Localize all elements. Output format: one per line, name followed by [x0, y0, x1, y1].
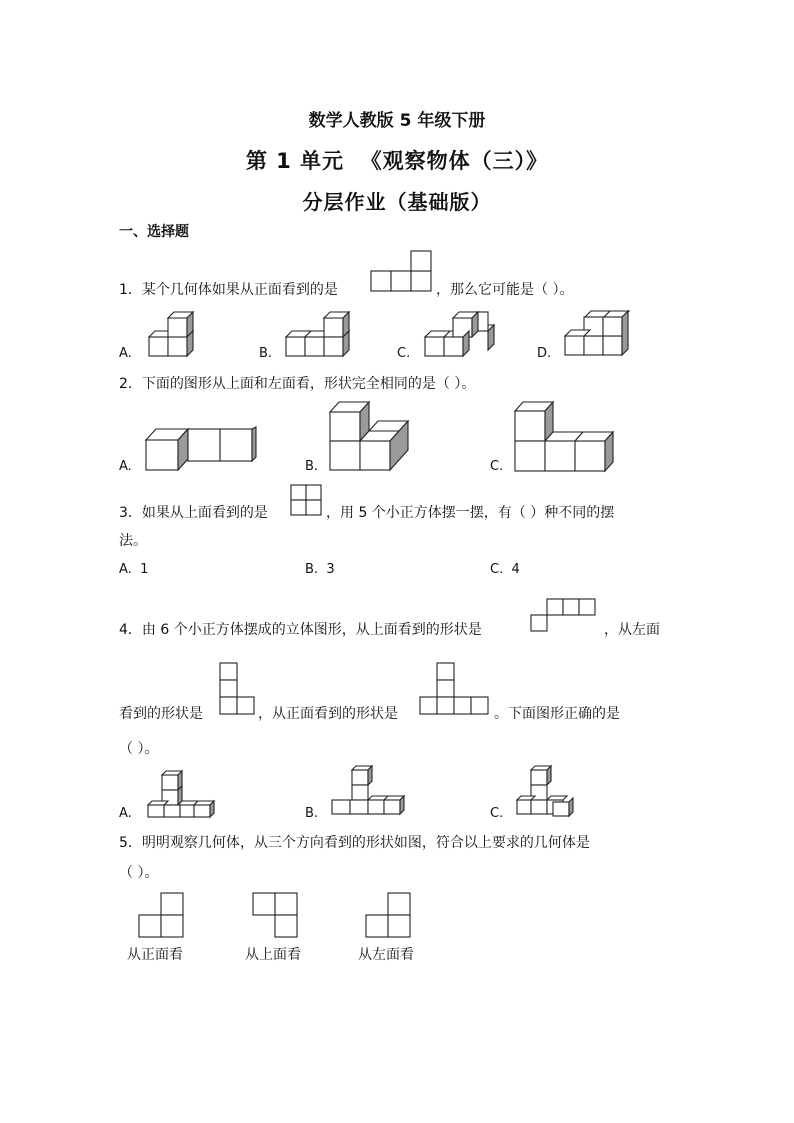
- q5-left-view-icon: [363, 891, 415, 943]
- question-4-text: 4．由 6 个小正方体摆成的立体图形，从上面看到的形状是: [119, 622, 482, 638]
- question-4-text-2: ，从左面: [604, 622, 660, 638]
- question-4-text-3: 看到的形状是: [119, 706, 203, 722]
- cube-figure-q2c-icon: [513, 400, 619, 474]
- top-view-2x2-icon: [289, 483, 323, 517]
- question-2-text: 2．下面的图形从上面和左面看，形状完全相同的是（ ）。: [119, 376, 476, 392]
- q3-option-c-letter: C.: [490, 562, 504, 577]
- q1-option-a[interactable]: A.: [119, 346, 132, 361]
- cube-figure-q4b-icon: [330, 764, 404, 816]
- q5-top-view-icon: [250, 891, 302, 943]
- cube-figure-d-icon: [563, 310, 645, 360]
- question-1-text: 1．某个几何体如果从正面看到的是: [119, 282, 338, 298]
- q1-option-c[interactable]: C.: [397, 346, 411, 361]
- q3-option-b-value: 3: [326, 562, 335, 577]
- q2-option-a[interactable]: A.: [119, 459, 132, 474]
- cube-figure-b-icon: [284, 312, 364, 360]
- q4-front-view-icon: [418, 661, 492, 717]
- q2-option-b[interactable]: B.: [305, 459, 319, 474]
- q5-front-view-icon: [136, 891, 188, 943]
- q1-option-d[interactable]: D.: [537, 346, 552, 361]
- question-4-text-5: 。下面图形正确的是: [494, 706, 620, 722]
- cube-figure-c-icon: [423, 308, 501, 360]
- q3-option-a-letter: A.: [119, 562, 132, 577]
- question-3-tail: ，用 5 个小正方体摆一摆，有（ ）种不同的摆: [326, 505, 615, 521]
- page-subtitle: 分层作业（基础版）: [302, 190, 492, 214]
- question-5-text: 5．明明观察几何体，从三个方向看到的形状如图，符合以上要求的几何体是: [119, 835, 590, 851]
- cube-figure-q4c-icon: [515, 764, 577, 818]
- subtitle-grade: 数学人教版 5 年级下册: [308, 111, 486, 131]
- question-1-tail: ，那么它可能是（ ）。: [436, 282, 574, 298]
- q4-left-view-icon: [218, 661, 256, 717]
- question-3-line2: 法。: [119, 533, 147, 549]
- question-5-line2: （ ）。: [119, 865, 159, 881]
- q5-top-view-label: 从上面看: [245, 947, 301, 963]
- q3-option-c[interactable]: [490, 562, 520, 577]
- q3-option-a-value: 1: [140, 562, 149, 577]
- q4-option-c[interactable]: C.: [490, 806, 504, 821]
- q2-option-c[interactable]: C.: [490, 459, 504, 474]
- question-4-text-4: ，从正面看到的形状是: [258, 706, 398, 722]
- section-heading: 一、选择题: [119, 224, 189, 240]
- q5-left-view-label: 从左面看: [358, 947, 414, 963]
- cube-figure-q2b-icon: [327, 398, 413, 474]
- question-3-text: 3．如果从上面看到的是: [119, 505, 268, 521]
- cube-figure-q2a-icon: [145, 418, 259, 474]
- page-title: 第 1 单元 《观察物体（三）》: [245, 149, 549, 173]
- q3-option-b[interactable]: [305, 562, 335, 577]
- cube-figure-q4a-icon: [146, 766, 216, 820]
- q4-option-a[interactable]: A.: [119, 806, 132, 821]
- q3-option-a[interactable]: [119, 562, 148, 577]
- q4-option-b[interactable]: B.: [305, 806, 319, 821]
- question-4-text-6: （ ）。: [119, 741, 159, 757]
- front-view-figure-icon: [370, 249, 434, 293]
- q3-option-c-value: 4: [511, 562, 520, 577]
- q5-front-view-label: 从正面看: [127, 947, 183, 963]
- q3-option-b-letter: B.: [305, 562, 319, 577]
- q4-top-view-icon: [530, 597, 600, 633]
- cube-figure-a-icon: [145, 314, 207, 360]
- q1-option-b[interactable]: B.: [259, 346, 273, 361]
